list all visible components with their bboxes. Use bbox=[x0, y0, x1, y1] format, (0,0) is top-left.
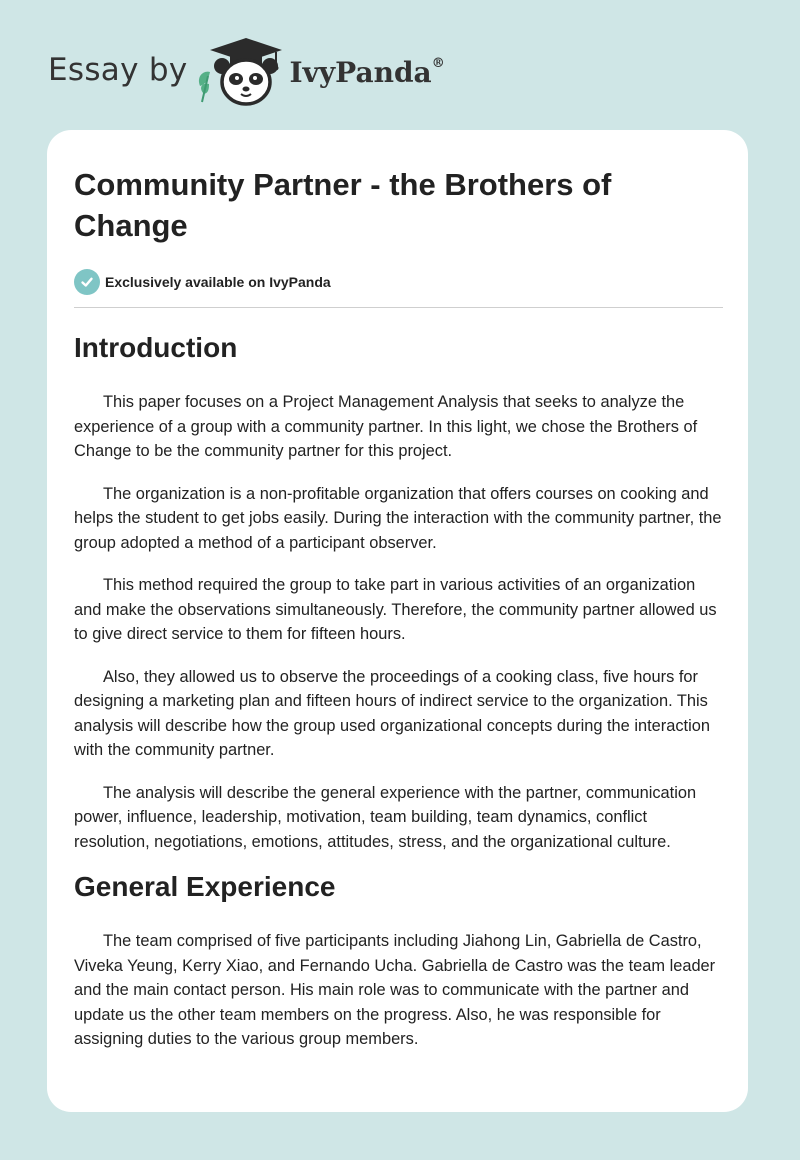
essay-card bbox=[47, 130, 748, 1112]
paragraph: The team comprised of five participants including Jiahong Lin, Gabriella de Castro, Viveka Yeung, Kerry Xiao, and Fernando Ucha. Gabriella de Castro was the team leader and the main contact person. His main role was to communicate with the partner and update us the other team members on the progress. Also, he was responsible for assigning duties to the various group members. bbox=[74, 932, 716, 1048]
paragraph: This paper focuses on a Project Management Analysis that seeks to analyze the experience of a group with a community partner. In this light, we chose the Brothers of Change to be the community partner for this project. bbox=[74, 393, 698, 460]
brand-name[interactable] bbox=[290, 56, 445, 89]
exclusive-badge-label: Exclusively available on IvyPanda bbox=[105, 274, 331, 290]
divider bbox=[74, 307, 723, 308]
checkmark-icon bbox=[74, 269, 100, 295]
section-heading: General Experience bbox=[74, 871, 336, 902]
paragraph: The organization is a non-profitable organization that offers courses on cooking and helps the student to get jobs easily. During the interaction with the community partner, the group adopted a method of a participant observer. bbox=[74, 484, 722, 552]
exclusive-badge bbox=[74, 269, 721, 295]
section-heading: Introduction bbox=[74, 332, 238, 363]
essay-title: Community Partner - the Brothers of Change bbox=[74, 167, 612, 243]
paragraph: Also, they allowed us to observe the proceedings of a cooking class, five hours for designing a marketing plan and fifteen hours of indirect service to the organization. This analysis will describe how the group used organizational concepts during the interaction with the community partner. bbox=[74, 667, 710, 759]
brand-name-text: IvyPanda bbox=[289, 55, 432, 89]
brand-prefix: Essay by bbox=[48, 52, 188, 88]
paragraph: This method required the group to take part in various activities of an organization and make the observations simultaneously. Therefore, the community partner allowed us to give direct service to them for fifteen hours. bbox=[74, 576, 717, 643]
paragraph: The analysis will describe the general experience with the partner, communication power, influence, leadership, motivation, team building, team dynamics, conflict resolution, negotiations, emotions, attitudes, stress, and the organizational culture. bbox=[74, 783, 697, 851]
registered-mark: ® bbox=[431, 56, 445, 72]
site-header bbox=[48, 30, 445, 110]
panda-graduate-icon[interactable] bbox=[192, 32, 286, 108]
